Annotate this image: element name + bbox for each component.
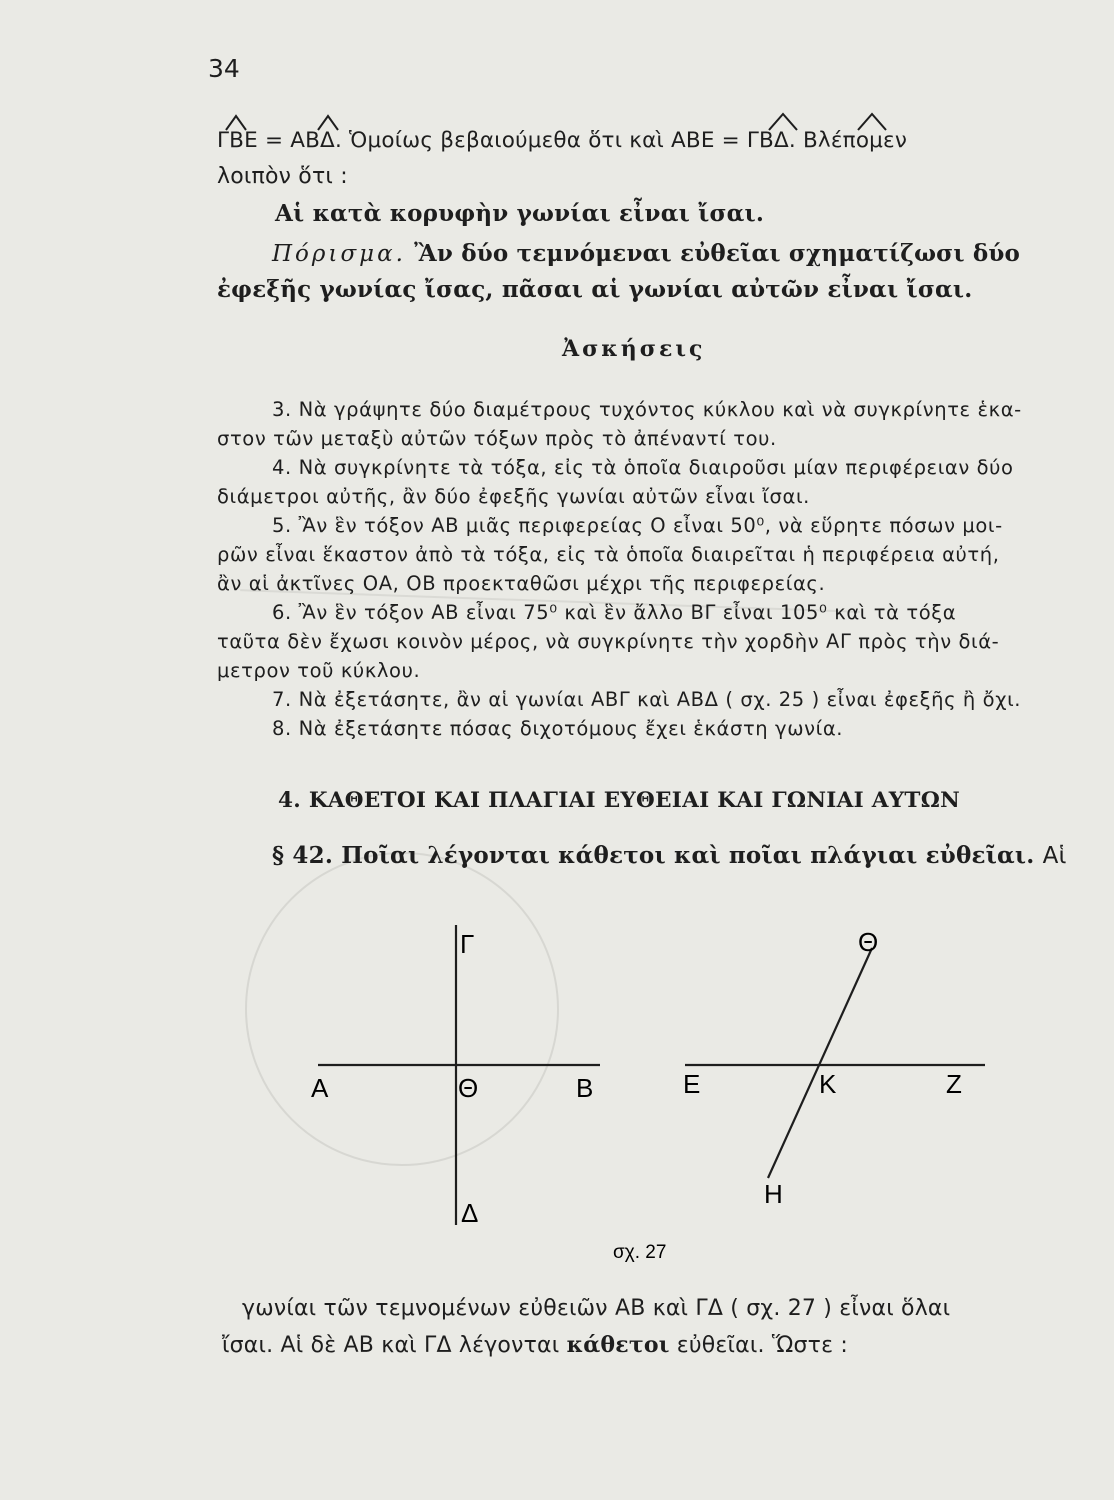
porisma-continuation: ἐφεξῆς γωνίας ἴσας, πᾶσαι αἱ γωνίαι αὐτῶν εἶναι ἴσαι. bbox=[217, 276, 973, 303]
closing-line-2 bbox=[222, 1332, 848, 1358]
exercise-7: 7. Νὰ ἐξετάσητε, ἂν αἱ γωνίαι ΑΒΓ καὶ ΑΒΔ ( σχ. 25 ) εἶναι ἐφεξῆς ἢ ὄχι. bbox=[272, 688, 1022, 711]
line-theta-eta bbox=[768, 948, 872, 1178]
page-number: 34 bbox=[208, 54, 240, 83]
closing-line-1: γωνίαι τῶν τεμνομένων εὐθειῶν ΑΒ καὶ ΓΔ ( σχ. 27 ) εἶναι ὅλαι bbox=[242, 1296, 951, 1321]
label-alpha: Α bbox=[311, 1073, 329, 1103]
subheading-title: § 42. Ποῖαι λέγονται κάθετοι καὶ ποῖαι πλάγιαι εὐθεῖαι. bbox=[272, 842, 1035, 869]
label-epsilon: Ε bbox=[683, 1069, 701, 1099]
exercise-4-line-1: 4. Νὰ συγκρίνητε τὰ τόξα, εἰς τὰ ὁποῖα διαιροῦσι μίαν περιφέρειαν δύο bbox=[272, 456, 1014, 479]
exercise-6-line-2: ταῦτα δὲν ἔχωσι κοινὸν μέρος, νὰ συγκρίνητε τὴν χορδὴν ΑΓ πρὸς τὴν διά- bbox=[217, 630, 1000, 653]
label-gamma: Γ bbox=[460, 929, 475, 959]
label-delta: Δ bbox=[461, 1198, 479, 1228]
exercise-4-line-2: διάμετροι αὐτῆς, ἂν δύο ἐφεξῆς γωνίαι αὐτῶν εἶναι ἴσαι. bbox=[217, 485, 810, 508]
exercise-5-line-1: 5. Ἂν ἓν τόξον ΑΒ μιᾶς περιφερείας Ο εἶναι 50⁰, νὰ εὕρητε πόσων μοι- bbox=[272, 514, 1003, 537]
porisma-label: Πόρισμα. bbox=[272, 241, 406, 267]
exercise-3-line-2: στον τῶν μεταξὺ αὐτῶν τόξων πρὸς τὸ ἀπέναντί του. bbox=[217, 427, 777, 450]
exercise-6-line-3: μετρον τοῦ κύκλου. bbox=[217, 659, 421, 682]
figure-caption: σχ. 27 bbox=[613, 1242, 667, 1263]
theorem-statement: Αἱ κατὰ κορυφὴν γωνίαι εἶναι ἴσαι. bbox=[275, 200, 765, 227]
text-line-1: ΓΒΕ = ΑΒΔ. Ὁμοίως βεβαιούμεθα ὅτι καὶ ΑΒΕ = ΓΒΔ. Βλέπομεν bbox=[217, 128, 908, 153]
subheading-tail: Αἱ bbox=[1042, 843, 1067, 869]
label-kappa: Κ bbox=[819, 1069, 837, 1099]
closing-line-2-start: ἴσαι. Αἱ δὲ ΑΒ καὶ ΓΔ λέγονται bbox=[222, 1333, 567, 1358]
porisma-text: Ἂν δύο τεμνόμεναι εὐθεῖαι σχηματίζωσι δύο bbox=[414, 240, 1021, 267]
exercise-8: 8. Νὰ ἐξετάσητε πόσας διχοτόμους ἔχει ἑκάστη γωνία. bbox=[272, 717, 844, 740]
closing-line-2-bold: κάθετοι bbox=[566, 1332, 670, 1358]
label-zeta: Ζ bbox=[946, 1069, 962, 1099]
section-heading: 4. ΚΑΘΕΤΟΙ ΚΑΙ ΠΛΑΓΙΑΙ ΕΥΘΕΙΑΙ ΚΑΙ ΓΩΝΙΑΙ ΑΥΤΩΝ bbox=[278, 788, 961, 813]
label-theta-center: Θ bbox=[458, 1073, 479, 1103]
exercise-3-line-1: 3. Νὰ γράψητε δύο διαμέτρους τυχόντος κύκλου καὶ νὰ συγκρίνητε ἑκα- bbox=[272, 398, 1022, 421]
closing-line-2-end: εὐθεῖαι. Ὥστε : bbox=[669, 1333, 848, 1358]
label-theta-top: Θ bbox=[858, 927, 879, 957]
exercises-title: Ἀσκήσεις bbox=[562, 336, 706, 362]
exercise-5-line-2: ρῶν εἶναι ἕκαστον ἀπὸ τὰ τόξα, εἰς τὰ ὁποῖα διαιρεῖται ἡ περιφέρεια αὐτή, bbox=[217, 543, 1000, 566]
exercise-5-line-3: ἂν αἱ ἀκτῖνες ΟΑ, ΟΒ προεκταθῶσι μέχρι τῆς περιφερείας. bbox=[217, 572, 826, 595]
text-line-2: λοιπὸν ὅτι : bbox=[217, 164, 348, 189]
label-beta: Β bbox=[576, 1073, 594, 1103]
exercise-6-line-1: 6. Ἂν ἓν τόξον ΑΒ εἶναι 75⁰ καὶ ἓν ἄλλο ΒΓ εἶναι 105⁰ καὶ τὰ τόξα bbox=[272, 601, 957, 624]
label-eta: Η bbox=[764, 1179, 783, 1209]
